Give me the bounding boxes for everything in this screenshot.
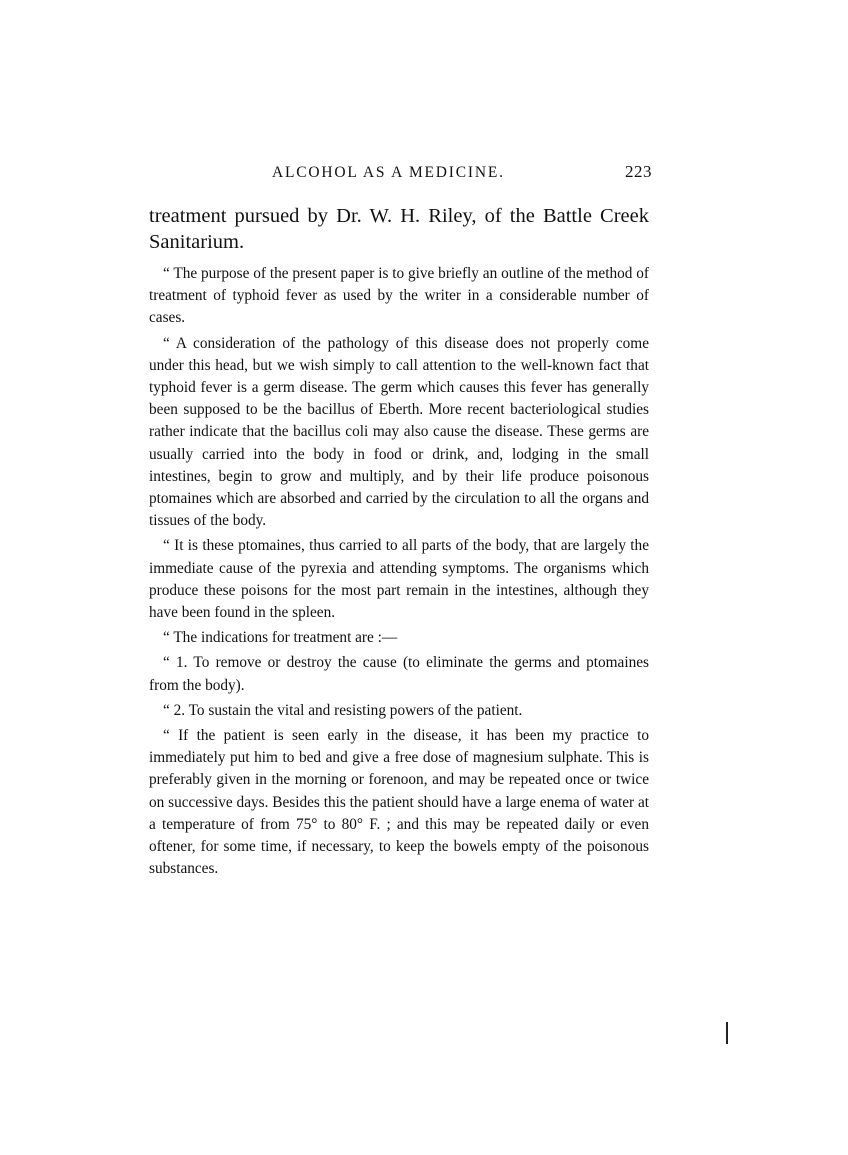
paragraph-indications: “ The indications for treatment are :— [163,629,398,647]
lead-paragraph: treatment pursued by Dr. W. H. Riley, of the Battle Creek Sanitarium. [149,205,649,253]
page-number: 223 [625,162,652,181]
paragraph-ptomaines: “ It is these ptomaines, thus carried to all parts of the body, that are largely the immediate cause of the pyrexia and attending symptoms. The organisms which produce these poisons for the most part remain in the intestines, although they have been found in the spleen. [149,537,649,622]
paragraph-pathology: “ A consideration of the pathology of this disease does not properly come under this head, but we wish simply to call attention to the well-known fact that typhoid fever is a germ disease. The germ which causes this fever has generally been supposed to be the bacillus of Eberth. More recent bacteriological studies rather indicate that the bacillus coli may also cause the disease. These germs are usually carried into the body in food or drink, and, lodging in the small intestines, begin to grow and multiply, and by their life produce poisonous ptomaines which are absorbed and carried by the circulation to all the organs and tissues of the body. [149,334,649,530]
paragraph-indication-2: “ 2. To sustain the vital and resisting powers of the patient. [163,701,523,719]
running-title: ALCOHOL AS A MEDICINE. [272,164,505,181]
paragraph-indication-1: “ 1. To remove or destroy the cause (to eliminate the germs and ptomaines from the body). [149,654,649,694]
scan-edge-mark [726,1022,728,1044]
paragraph-purpose: “ The purpose of the present paper is to give briefly an outline of the method of treatment of typhoid fever as used by the writer in a considerable number of cases. [149,265,649,327]
paragraph-practice: “ If the patient is seen early in the disease, it has been my practice to immediately put him to bed and give a free dose of magnesium sulphate. This is preferably given in the morning or forenoon, and may be repeated once or twice on successive days. Besides this the patient should have a large enema of water at a temperature of from 75° to 80° F. ; and this may be repeated daily or even oftener, for some time, if necessary, to keep the bowels empty of the poisonous substances. [149,727,649,878]
page-body [149,203,649,883]
